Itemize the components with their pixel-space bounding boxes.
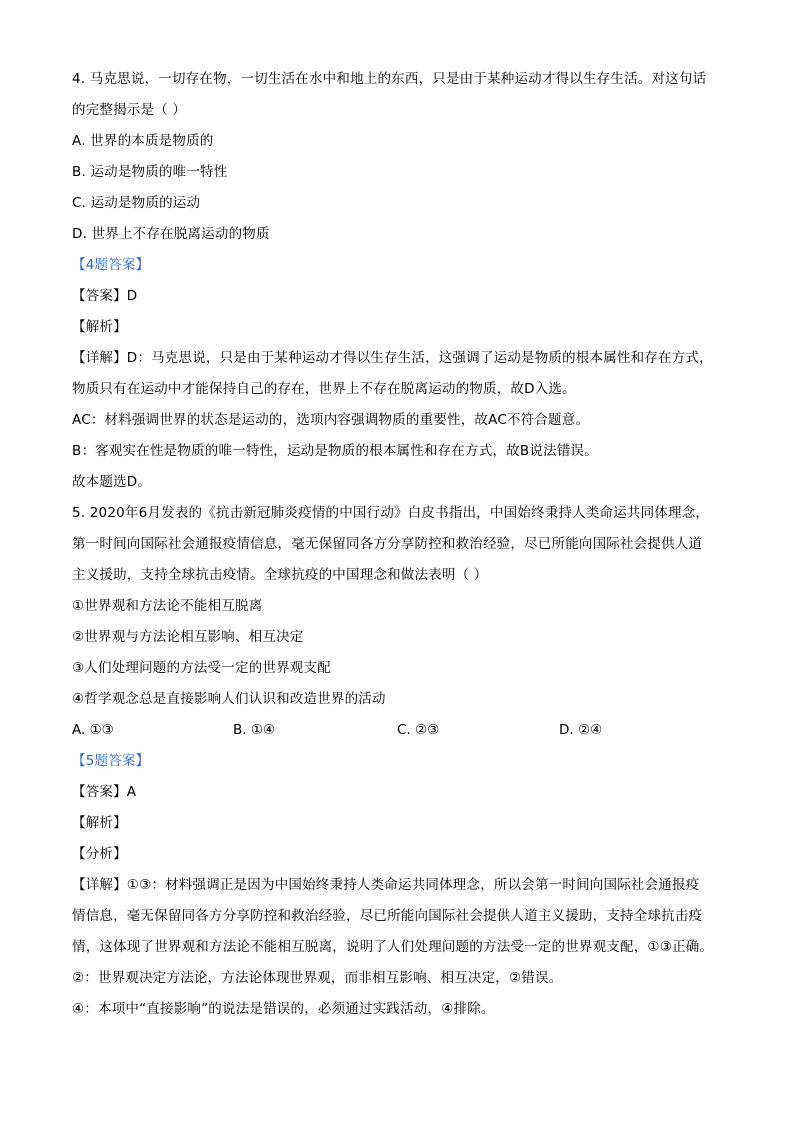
q5-option-c: C. ②③	[397, 722, 440, 738]
q5-statement-3: ③人们处理问题的方法受一定的世界观支配	[72, 660, 331, 676]
q4-option-a: A. 世界的本质是物质的	[72, 133, 214, 149]
q4-detail-line-1: 【详解】D：马克思说，只是由于某种运动才得以生存生活，这强调了运动是物质的根本属性和存在方式，	[72, 350, 713, 366]
q5-detail-line-2: 情信息，毫无保留同各方分享防控和救治经验，尽已所能向国际社会提供人道主义援助，支持全球抗击疫	[72, 908, 703, 924]
q5-analysis-sub: 【分析】	[72, 846, 127, 862]
q4-answer: 【答案】D	[72, 288, 138, 304]
q4-detail-line-5: 故本题选D。	[72, 474, 152, 490]
q5-statement-1: ①世界观和方法论不能相互脱离	[72, 598, 263, 614]
q4-option-b: B. 运动是物质的唯一特性	[72, 164, 228, 180]
q5-options-row	[72, 715, 740, 746]
q5-stem-line-3: 主义援助，支持全球抗击疫情。全球抗疫的中国理念和做法表明（ ）	[72, 567, 488, 583]
q5-answer: 【答案】A	[72, 784, 137, 800]
q5-stem-line-2: 第一时间向国际社会通报疫情信息，毫无保留同各方分享防控和救治经验，尽已所能向国际社会提供人道	[72, 536, 703, 552]
q5-detail-line-4: ②：世界观决定方法论，方法论体现世界观，而非相互影响、相互决定，②错误。	[72, 970, 563, 986]
q4-answer-heading: 【4题答案】	[72, 257, 150, 273]
q5-option-b: B. ①④	[233, 722, 276, 738]
q5-statement-2: ②世界观与方法论相互影响、相互决定	[72, 629, 304, 645]
document-page	[72, 64, 740, 1025]
q5-option-a: A. ①③	[72, 722, 114, 738]
q4-option-c: C. 运动是物质的运动	[72, 195, 201, 211]
q5-detail-line-1: 【详解】①③：材料强调正是因为中国始终秉持人类命运共同体理念，所以会第一时间向国际社会通报疫	[72, 877, 700, 893]
q4-option-d: D. 世界上不存在脱离运动的物质	[72, 226, 270, 242]
q5-answer-heading: 【5题答案】	[72, 753, 150, 769]
q5-analysis-heading: 【解析】	[72, 815, 127, 831]
q5-option-d: D. ②④	[559, 722, 603, 738]
q4-analysis-heading: 【解析】	[72, 319, 127, 335]
q5-detail-line-3: 情，这体现了世界观和方法论不能相互脱离，说明了人们处理问题的方法受一定的世界观支配，①③正确。	[72, 939, 714, 955]
q4-stem-line-1: 4. 马克思说，一切存在物，一切生活在水中和地上的东西，只是由于某种运动才得以生存生活。对这句话	[72, 71, 707, 87]
q4-detail-line-4: B：客观实在性是物质的唯一特性，运动是物质的根本属性和存在方式，故B说法错误。	[72, 443, 598, 459]
q5-stem-line-1: 5. 2020年6月发表的《抗击新冠肺炎疫情的中国行动》白皮书指出，中国始终秉持人类命运共同体理念，	[72, 505, 710, 521]
q5-statement-4: ④哲学观念总是直接影响人们认识和改造世界的活动	[72, 691, 386, 707]
q4-detail-line-3: AC：材料强调世界的状态是运动的，选项内容强调物质的重要性，故AC不符合题意。	[72, 412, 590, 428]
q4-detail-line-2: 物质只有在运动中才能保持自己的存在，世界上不存在脱离运动的物质，故D入选。	[72, 381, 576, 397]
q4-stem-line-2: 的完整揭示是（ ）	[72, 102, 187, 118]
q5-detail-line-5: ④：本项中“直接影响”的说法是错误的，必须通过实践活动，④排除。	[72, 1001, 495, 1017]
